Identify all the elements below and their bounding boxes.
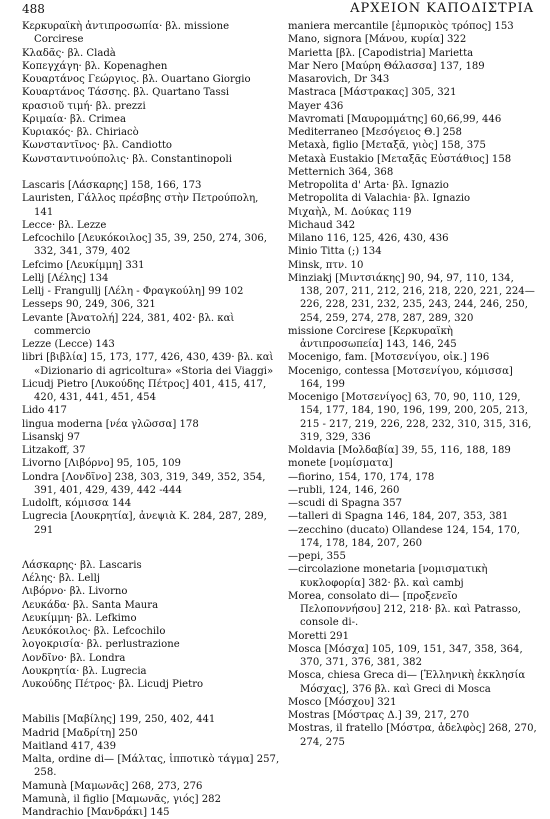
index-entry: Metaxà Eustakio [Μεταξᾶς Εὐστάθιος] 158 bbox=[288, 153, 512, 165]
index-entry: Mostras, il fratello [Μόστρα, ἀδελφὸς] 268, 270, 274, 275 bbox=[288, 723, 537, 748]
group-spacer bbox=[22, 537, 280, 559]
index-entry: lingua moderna [νέα γλῶσσα] 178 bbox=[22, 418, 199, 430]
index-entry: Morea, consolato di— [προξενεῖο Πελοποννήσου] 212, 218· βλ. καὶ Patrasso, console di-. bbox=[288, 590, 521, 629]
index-group-l bbox=[22, 179, 280, 537]
index-entry: Minio Titta (;) 134 bbox=[288, 246, 382, 258]
index-entry: Mosca [Μόσχα] 105, 109, 151, 347, 358, 364, 370, 371, 376, 381, 382 bbox=[288, 643, 523, 668]
index-entry: —pepi, 355 bbox=[288, 551, 346, 562]
index-entry: Lesseps 90, 249, 306, 321 bbox=[22, 299, 156, 311]
index-entry: Mostras [Μόστρας Δ.] 39, 217, 270 bbox=[288, 710, 470, 721]
index-entry: Minsk, πτν. 10 bbox=[288, 259, 364, 271]
index-entry: Κλαδᾶς· βλ. Cladà bbox=[22, 47, 116, 59]
index-entry: Lido 417 bbox=[22, 405, 67, 417]
index-group-m bbox=[22, 713, 280, 819]
index-entry: Mano, signora [Μάνου, κυρία] 322 bbox=[288, 34, 467, 46]
index-entry: Madrid [Μαδρίτη] 250 bbox=[22, 727, 138, 739]
running-head: ΑΡΧΕΙΟΝ ΚΑΠΟΔΙΣΤΡΙΑ bbox=[350, 1, 534, 16]
index-entry: Milano 116, 125, 426, 430, 436 bbox=[288, 233, 449, 244]
index-entry: Londra [Λονδῖνο] 238, 303, 319, 349, 352, 354, 391, 401, 429, 439, 442 -444 bbox=[22, 471, 266, 496]
index-entry: Λονδῖνο· βλ. Londra bbox=[22, 652, 126, 664]
index-entry: Moretti 291 bbox=[288, 630, 350, 642]
index-entry: Mabilis [Μαβίλης] 199, 250, 402, 441 bbox=[22, 714, 216, 726]
index-entry: Marietta [βλ. [Capodistria] Marietta bbox=[288, 47, 474, 59]
page-number: 488 bbox=[22, 2, 45, 16]
index-entry: Κωνσταντῖνος· βλ. Candiotto bbox=[22, 140, 173, 152]
index-entry: Mayer 436 bbox=[288, 100, 344, 112]
index-entry: Mamunà, il figlio [Μαμωνᾶς, γιός] 282 bbox=[22, 793, 221, 805]
index-entry: Κριμαία· βλ. Crimea bbox=[22, 113, 126, 125]
index-entry: Malta, ordine di— [Μάλτας, ἱπποτικὸ τάγμα] 257, 258. bbox=[22, 754, 280, 779]
page-header bbox=[0, 0, 550, 22]
index-entry: Κουαρτάνος Γεώργιος. βλ. Ouartano Giorgio bbox=[22, 74, 251, 85]
index-entry: Lascaris [Λάσκαρης] 158, 166, 173 bbox=[22, 180, 202, 191]
index-entry: Levante [Ἀνατολή] 224, 381, 402· βλ. καὶ commercio bbox=[22, 312, 235, 337]
index-entry: Κωνσταντινούπολις· βλ. Constantinopoli bbox=[22, 153, 232, 165]
index-entry: Mar Nero [Μαύρη Θάλασσα] 137, 189 bbox=[288, 60, 485, 72]
index-entry: Maitland 417, 439 bbox=[22, 740, 117, 752]
index-entry: Metropolita di Valachia· βλ. Ignazio bbox=[288, 193, 471, 205]
index-entry: Mocenigo, contessa [Μοτσενίγου, κόμισσα] 164, 199 bbox=[288, 365, 513, 390]
index-entry: λογοκρισία· βλ. perlustrazione bbox=[22, 639, 180, 651]
index-entry: Λευκίμμη· βλ. Lefkimo bbox=[22, 612, 137, 624]
index-entry: Λευκόκοιλος· βλ. Lefcochilo bbox=[22, 626, 166, 637]
index-entry: Livorno [Λιβόρνο] 95, 105, 109 bbox=[22, 458, 181, 470]
index-entry: Minziakj [Μιντσιάκης] 90, 94, 97, 110, 134, 138, 207, 211, 212, 216, 218, 220, 221, 224—226, 228, 231, 232, 235, 243, 244, 246, 250, 254, 259, 274, 278, 287, 289, 320 bbox=[288, 272, 535, 324]
index-entry: κρασιοῦ τιμή· βλ. prezzi bbox=[22, 100, 146, 112]
index-entry: Lezze (Lecce) 143 bbox=[22, 339, 115, 350]
index-entry: Lellj [Λέλης] 134 bbox=[22, 272, 109, 284]
index-group-kappa bbox=[22, 20, 280, 166]
index-entry: —fiorino, 154, 170, 174, 178 bbox=[288, 471, 435, 483]
index-entry: Metternich 364, 368 bbox=[288, 166, 394, 178]
index-entry: —rubli, 124, 146, 260 bbox=[288, 484, 400, 496]
index-entry: Mavromati [Μαυρομμάτης] 60,66,99, 446 bbox=[288, 113, 502, 125]
right-column bbox=[288, 20, 538, 749]
left-column bbox=[22, 20, 280, 819]
index-entry: Mediterraneo [Μεσόγειος Θ.] 258 bbox=[288, 127, 462, 138]
index-entry: Lugrecia [Λουκρητία], ἀνεψιὰ Κ. 284, 287, 289, 291 bbox=[22, 511, 267, 536]
index-entry: Mosca, chiesa Greca di— [Ἑλληνικὴ ἐκκλησία Μόσχας], 376 βλ. καὶ Greci di Mosca bbox=[288, 670, 526, 695]
group-spacer bbox=[22, 166, 280, 179]
index-entry: Metropolita d' Arta· βλ. Ignazio bbox=[288, 180, 449, 191]
index-entry: Κοπεγχάγη· βλ. Kopenaghen bbox=[22, 60, 168, 72]
index-entry: Mocenigo [Μοτσενίγος] 63, 70, 90, 110, 129, 154, 177, 184, 190, 196, 199, 200, 205, 213, 215 - 217, 219, 226, 228, 232, 310, 315, 316, 319, 329, 336 bbox=[288, 392, 532, 443]
index-entry: Mastraca [Μάστρακας] 305, 321 bbox=[288, 87, 457, 99]
index-entry: Mandrachio [Μανδράκι] 145 bbox=[22, 807, 170, 818]
index-entry: Metaxà, figlio [Μεταξᾶ, γιὸς] 158, 375 bbox=[288, 140, 486, 152]
index-entry: maniera mercantile [ἐμπορικὸς τρόπος] 153 bbox=[288, 21, 514, 32]
index-entry: Michaud 342 bbox=[288, 219, 356, 231]
index-entry: Λυκούδης Πέτρος· βλ. Licudj Pietro bbox=[22, 679, 204, 690]
index-entry: Μιχαὴλ, Μ. Δούκας 119 bbox=[288, 206, 412, 218]
index-entry: Mocenigo, fam. [Μοτσενίγου, οἰκ.] 196 bbox=[288, 352, 490, 364]
index-entry: Κερκυραϊκὴ ἀντιπροσωπία· βλ. missione Corcirese bbox=[22, 21, 230, 46]
index-entry: missione Corcirese [Κερκυραϊκὴ ἀντιπροσωπεία] 143, 146, 245 bbox=[288, 325, 457, 350]
index-entry: —talleri di Spagna 146, 184, 207, 353, 381 bbox=[288, 511, 509, 523]
index-entry: Lefcimo [Λευκίμμη] 331 bbox=[22, 259, 145, 271]
index-entry: Κυριακός· βλ. Chiriacò bbox=[22, 127, 139, 138]
group-spacer bbox=[22, 691, 280, 713]
index-entry: Licudj Pietro [Λυκούδης Πέτρος] 401, 415, 417, 420, 431, 441, 451, 454 bbox=[22, 378, 267, 403]
index-entry: Λάσκαρης· βλ. Lascaris bbox=[22, 559, 142, 571]
index-entry: Lefcochilo [Λευκόκοιλος] 35, 39, 250, 274, 306, 332, 341, 379, 402 bbox=[22, 233, 267, 258]
index-entry: Mamunà [Μαμωνᾶς] 268, 273, 276 bbox=[22, 780, 203, 792]
index-entry: —zecchino (ducato) Ollandese 124, 154, 170, 174, 178, 184, 207, 260 bbox=[288, 524, 520, 549]
index-entry: Moldavia [Μολδαβία] 39, 55, 116, 188, 189 bbox=[288, 445, 511, 456]
index-entry: Masarovich, Dr 343 bbox=[288, 74, 390, 85]
index-entry: Lellj - Frangullj [Λέλη - Φραγκούλη] 99 102 bbox=[22, 286, 244, 297]
index-entry: Lisanskj 97 bbox=[22, 431, 81, 443]
index-entry: —circolazione monetaria [νομισματικὴ κυκλοφορία] 382· βλ. καὶ cambj bbox=[288, 564, 488, 589]
index-entry: libri [βιβλία] 15, 173, 177, 426, 430, 439· βλ. καὶ «Dizionario di agricoltura» «Storia dei Viaggi» bbox=[22, 352, 274, 377]
index-entry: Λουκρητία· βλ. Lugrecia bbox=[22, 665, 147, 677]
index-entry: Λέλης· βλ. Lellj bbox=[22, 573, 100, 584]
index-entry: Κουαρτάνος Τάσσης. βλ. Quartano Tassi bbox=[22, 87, 230, 99]
index-entry: Lauristen, Γάλλος πρέσβης στὴν Πετρούπολη, 141 bbox=[22, 193, 259, 218]
index-entry: —scudi di Spagna 357 bbox=[288, 498, 403, 509]
index-entry: Λευκάδα· βλ. Santa Maura bbox=[22, 599, 159, 611]
index-entry: Litzakoff, 37 bbox=[22, 445, 86, 456]
index-entry: Lecce· βλ. Lezze bbox=[22, 219, 107, 231]
index-entry: Λιβόρνο· βλ. Livorno bbox=[22, 586, 128, 598]
index-entry: Mosco [Μόσχου] 321 bbox=[288, 696, 397, 708]
index-entry: monete [νομίσματα] bbox=[288, 458, 393, 470]
index-group-lambda bbox=[22, 559, 280, 692]
index-entry: Ludolft, κόμισσα 144 bbox=[22, 498, 132, 509]
